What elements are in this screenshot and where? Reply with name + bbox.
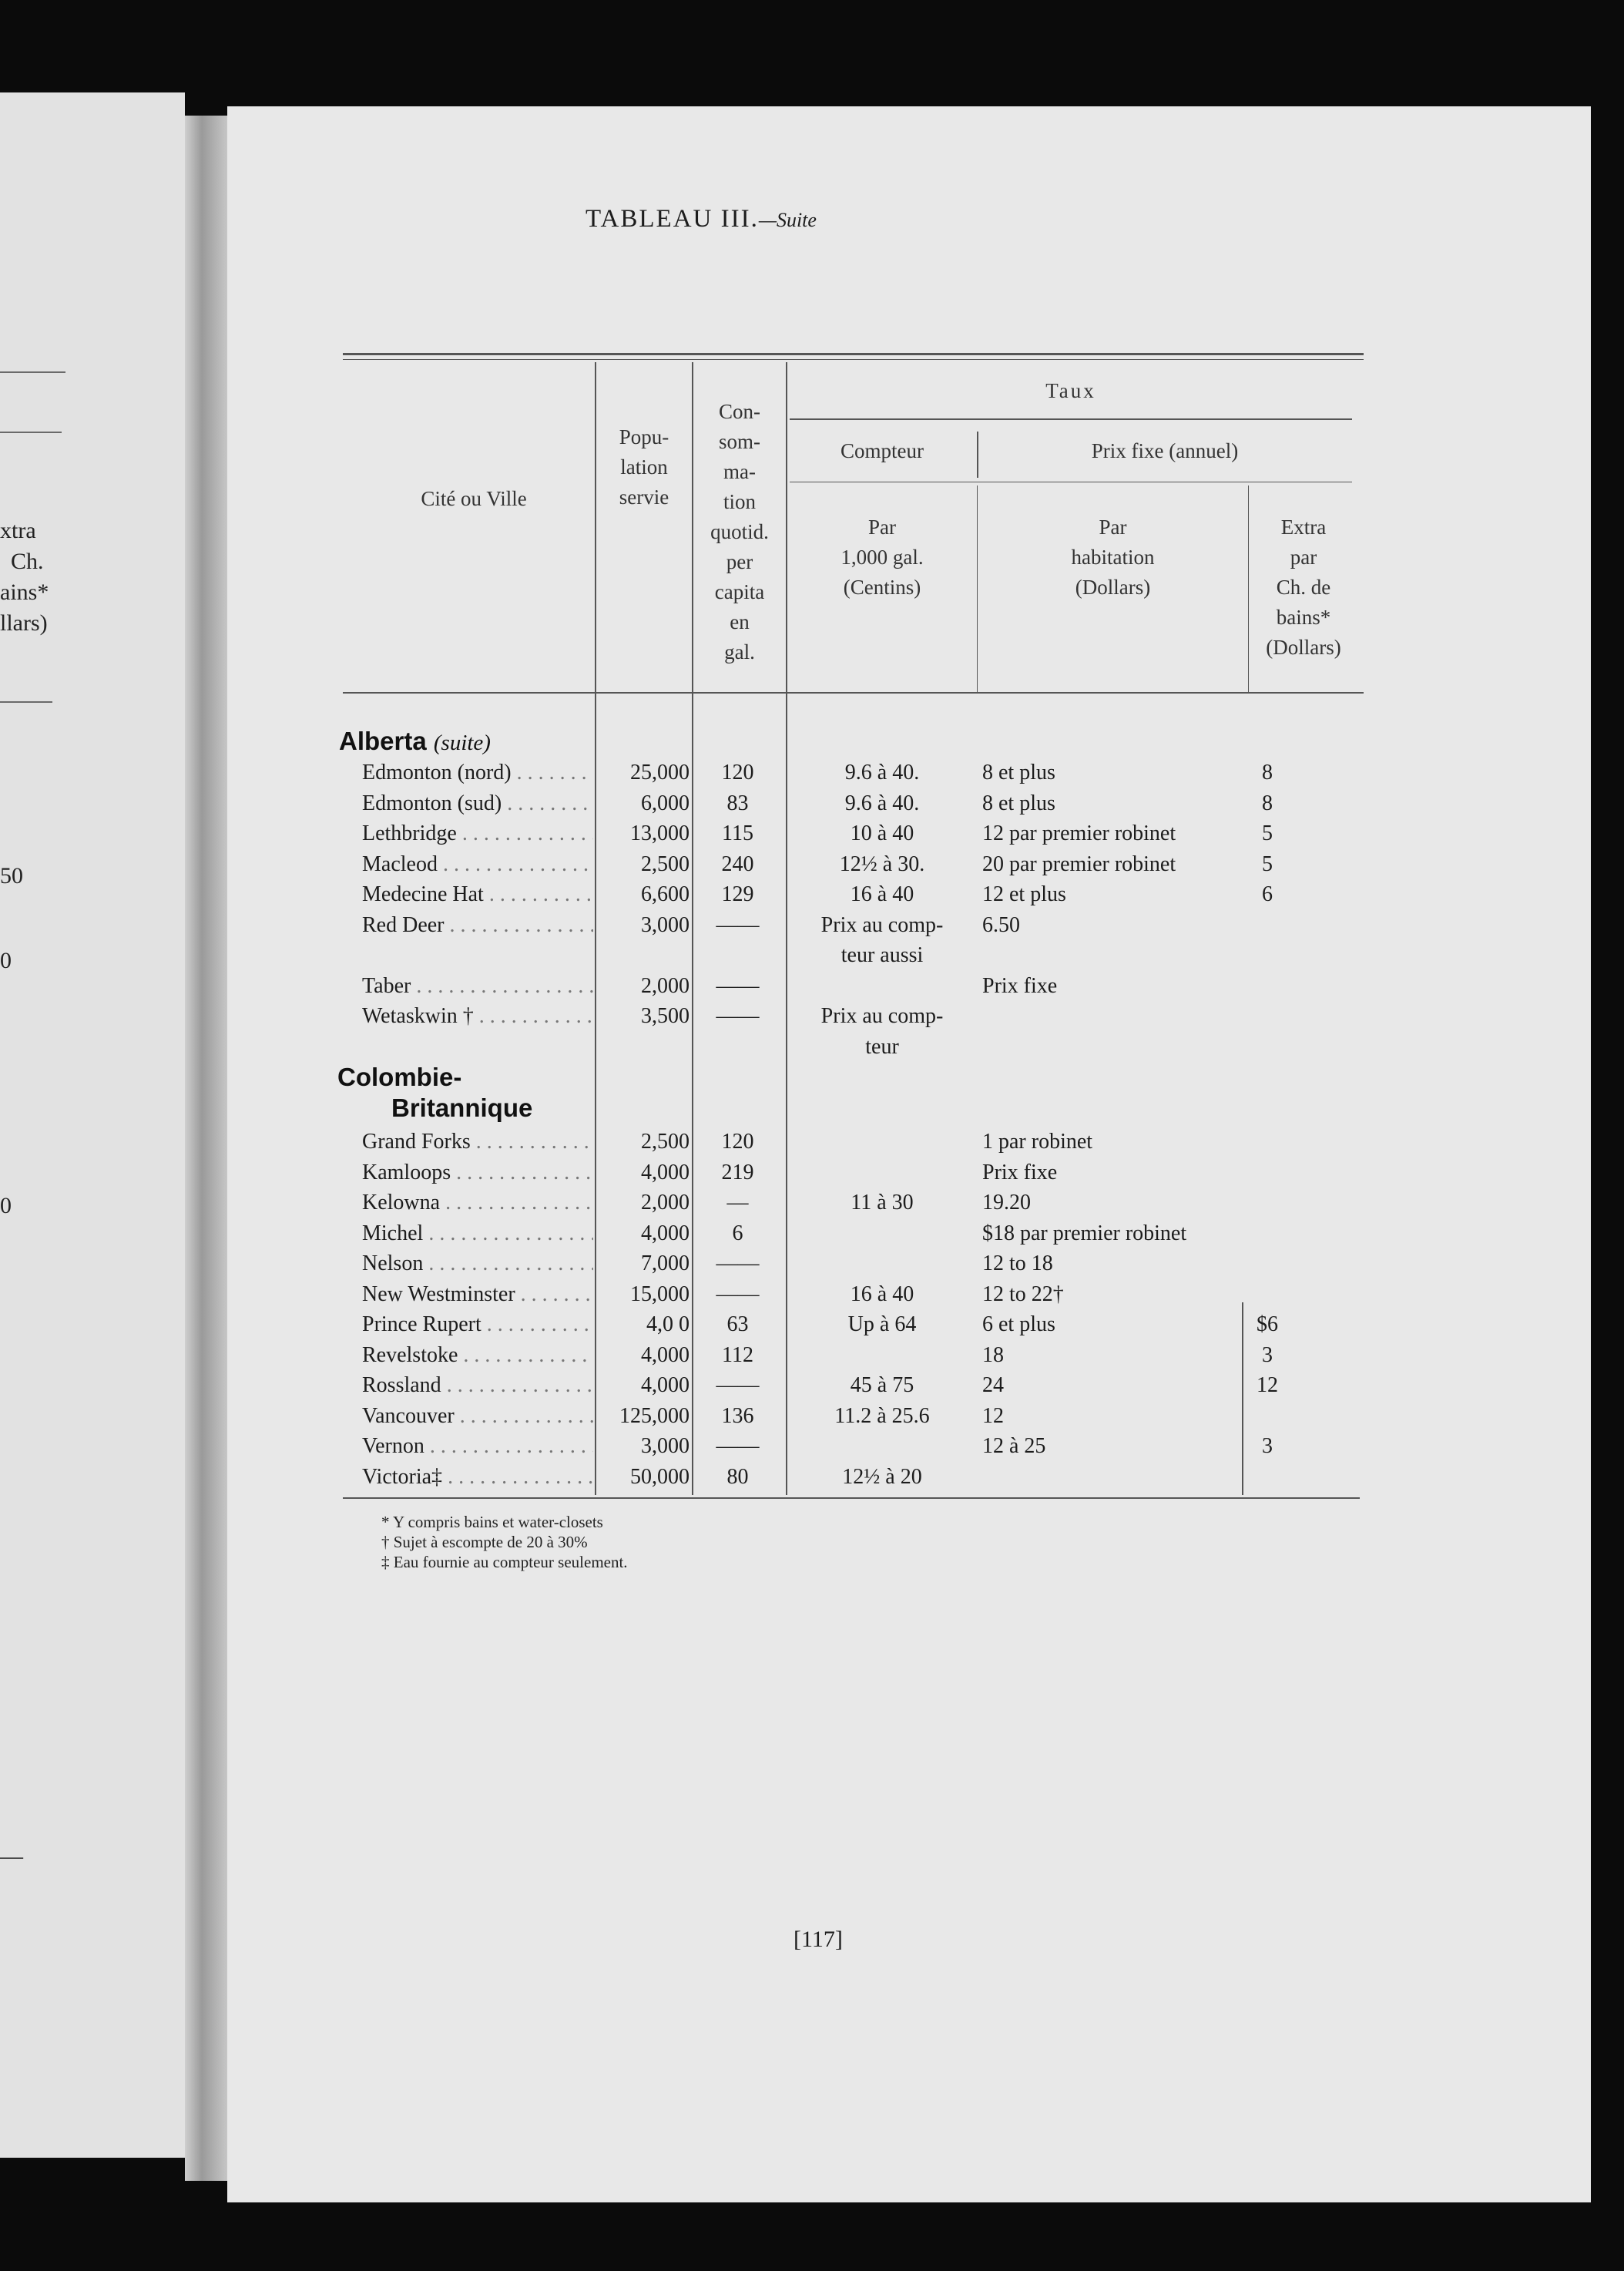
consumption-cell: 80 [726,1465,749,1489]
header-par-habitation-line: (Dollars) [1075,576,1151,599]
section-heading-alberta [339,726,491,758]
habitation-cell: 6 et plus [982,1312,1055,1336]
consumption-cell: —— [716,1004,760,1028]
population-cell: 4,000 [641,1221,690,1245]
left-text: 0 [0,948,12,973]
habitation-cell: 12 [982,1404,1004,1428]
header-population-line: lation [620,455,668,479]
compteur-cell: Prix au comp- [820,913,944,937]
header-prix-fixe: Prix fixe (annuel) [1091,439,1239,462]
habitation-cell: 12 et plus [982,882,1066,906]
population-cell: 13,000 [630,821,690,845]
consumption-cell: —— [716,913,760,937]
city-cell: Taber . . . [362,971,593,1001]
header-consumption-line: som- [719,430,760,453]
compteur-cell: 11.2 à 25.6 [834,1404,930,1428]
extra-cell: 5 [1262,852,1273,876]
population-cell: 7,000 [641,1251,690,1275]
consumption-cell: 112 [722,1343,753,1367]
population-cell: 4,000 [641,1373,690,1397]
header-extra-line: (Dollars) [1266,636,1341,659]
habitation-cell: 19.20 [982,1191,1031,1214]
city-cell: Wetaskwin † . . . [362,1001,593,1031]
city-cell: Nelson . . . [362,1248,593,1278]
left-rule [0,432,62,433]
consumption-cell: 83 [726,791,749,815]
population-cell: 50,000 [630,1465,690,1489]
habitation-cell: 18 [982,1343,1004,1367]
habitation-cell: 12 to 22† [982,1282,1064,1306]
consumption-cell: —— [716,1373,760,1397]
compteur-cell: teur [865,1035,899,1059]
left-page-fragment [0,92,185,2158]
habitation-cell: 24 [982,1373,1004,1397]
table-title-suffix: —Suite [758,209,817,231]
header-consumption-line: per [726,550,753,573]
population-cell: 3,000 [641,913,690,937]
habitation-cell: 8 et plus [982,791,1055,815]
book-gutter [185,116,227,2181]
compteur-cell: 16 à 40 [850,1282,914,1306]
city-cell: Red Deer . . . [362,910,593,940]
consumption-cell: — [726,1191,749,1214]
population-cell: 15,000 [630,1282,690,1306]
habitation-cell: 1 par robinet [982,1130,1093,1154]
extra-cell: $6 [1257,1312,1278,1336]
header-par-habitation-line: habitation [1071,546,1155,569]
compteur-cell: 9.6 à 40. [844,791,920,815]
header-par-habitation-line: Par [1099,516,1127,539]
city-cell: Victoria‡ . . . [362,1462,593,1492]
consumption-cell: —— [716,1434,760,1458]
city-cell: Vancouver . . . [362,1401,593,1431]
consumption-cell: 6 [732,1221,743,1245]
population-cell: 2,000 [641,974,690,998]
header-extra-line: bains* [1276,606,1331,629]
habitation-cell: 12 par premier robinet [982,821,1176,845]
consumption-cell: 120 [721,1130,754,1154]
left-rule [0,701,52,703]
city-cell: Lethbridge . . . [362,818,593,848]
consumption-cell: 129 [721,882,754,906]
habitation-cell: 8 et plus [982,761,1055,784]
footnote: ‡ Eau fournie au compteur seulement. [381,1553,628,1571]
section-name: Colombie- [337,1063,462,1091]
header-par-1000 [790,512,975,603]
extra-cell: 6 [1262,882,1273,906]
population-cell: 2,000 [641,1191,690,1214]
habitation-cell: Prix fixe [982,1161,1058,1184]
header-extra-line: Ch. de [1276,576,1331,599]
header-extra-line: Extra [1280,516,1327,539]
city-cell: Edmonton (nord) . . . [362,758,593,788]
consumption-cell: —— [716,974,760,998]
population-cell: 4,0 0 [646,1312,690,1336]
compteur-cell: Prix au comp- [820,1004,944,1028]
col-rule [977,485,978,692]
consumption-cell: 120 [721,761,754,784]
header-consumption-line: quotid. [710,520,769,543]
header-bottom-rule [343,692,1364,694]
population-cell: 125,000 [619,1404,690,1428]
habitation-cell: 12 à 25 [982,1434,1046,1458]
header-extra-line: par [1290,546,1317,569]
extra-cell: 3 [1262,1434,1273,1458]
left-text: xtra [0,518,36,543]
header-consumption [693,397,786,667]
top-rule [343,353,1364,355]
left-rule [0,371,65,373]
consumption-cell: —— [716,1251,760,1275]
consumption-cell: 115 [722,821,753,845]
header-consumption-line: Con- [719,400,760,423]
compteur-cell: 45 à 75 [850,1373,914,1397]
consumption-cell: 136 [721,1404,754,1428]
city-cell: Macleod . . . [362,849,593,879]
footnote: * Y compris bains et water-closets [381,1513,603,1531]
page-number: [117] [794,1927,843,1952]
header-consumption-line: en [730,610,750,633]
city-cell: Revelstoke . . . [362,1340,593,1370]
left-text: Ch. [11,549,44,574]
compteur-cell: 16 à 40 [850,882,914,906]
header-population-line: servie [619,485,669,509]
left-text: 0 [0,1193,12,1218]
header-city: Cité ou Ville [421,487,527,510]
city-cell: Edmonton (sud) . . . [362,788,593,818]
table-title [470,205,932,233]
extra-cell: 8 [1262,791,1273,815]
header-consumption-line: gal. [724,640,755,663]
city-cell: Vernon . . . [362,1431,593,1461]
section-name: Alberta [339,727,427,755]
table-title-main: TABLEAU III. [586,205,759,233]
extra-cell: 5 [1262,821,1273,845]
header-par-1000-line: (Centins) [843,576,921,599]
city-cell: Rossland . . . [362,1370,593,1400]
section-name-line2: Britannique [391,1094,533,1122]
population-cell: 3,000 [641,1434,690,1458]
extra-cell: 12 [1257,1373,1278,1397]
consumption-cell: 219 [721,1161,754,1184]
header-consumption-line: ma- [723,460,756,483]
compteur-cell: Up à 64 [847,1312,917,1336]
top-rule-thin [343,359,1364,360]
population-cell: 3,500 [641,1004,690,1028]
habitation-cell: Prix fixe [982,974,1058,998]
habitation-cell: 12 to 18 [982,1251,1053,1275]
header-par-1000-line: 1,000 gal. [841,546,924,569]
header-par-1000-line: Par [868,516,896,539]
section-heading-colombie [337,1062,532,1124]
population-cell: 6,600 [641,882,690,906]
header-extra-bains [1250,512,1357,663]
city-cell: Michel . . . [362,1218,593,1248]
population-cell: 2,500 [641,852,690,876]
population-cell: 4,000 [641,1343,690,1367]
population-cell: 25,000 [630,761,690,784]
population-cell: 6,000 [641,791,690,815]
compteur-cell: 11 à 30 [851,1191,914,1214]
header-population [597,422,691,512]
taux-rule [790,418,1352,420]
col-rule [786,362,787,1495]
compteur-cell: 10 à 40 [850,821,914,845]
consumption-cell: 240 [721,852,754,876]
header-taux: Taux [1045,379,1096,402]
header-consumption-line: capita [714,580,765,603]
city-cell: New Westminster . . . [362,1279,593,1309]
habitation-cell: $18 par premier robinet [982,1221,1187,1245]
footnotes [381,1512,628,1572]
consumption-cell: —— [716,1282,760,1306]
left-text: llars) [0,610,48,636]
left-text: 50 [0,863,23,889]
city-cell: Prince Rupert . . . [362,1309,593,1339]
population-cell: 2,500 [641,1130,690,1154]
extra-cell: 8 [1262,761,1273,784]
city-cell: Kamloops . . . [362,1157,593,1188]
footnote: † Sujet à escompte de 20 à 30% [381,1533,588,1551]
header-population-line: Popu- [619,425,669,448]
compteur-cell: 9.6 à 40. [844,761,920,784]
left-text: ains* [0,580,49,605]
col-rule [1248,485,1249,692]
city-cell: Grand Forks . . . [362,1127,593,1157]
header-consumption-line: tion [723,490,756,513]
col-rule [977,432,978,478]
consumption-cell: 63 [726,1312,749,1336]
compteur-cell: 12½ à 30. [839,852,925,876]
header-compteur: Compteur [841,439,924,462]
extra-cell: 3 [1262,1343,1273,1367]
city-cell: Kelowna . . . [362,1188,593,1218]
city-cell: Medecine Hat . . . [362,879,593,909]
section-suffix: (suite) [433,731,491,755]
habitation-cell: 20 par premier robinet [982,852,1176,876]
compteur-cell: 12½ à 20 [842,1465,922,1489]
habitation-cell: 6.50 [982,913,1020,937]
bottom-rule [343,1497,1360,1499]
population-cell: 4,000 [641,1161,690,1184]
header-par-habitation [980,512,1246,603]
compteur-cell: teur aussi [841,943,924,967]
left-text: — [0,1843,23,1869]
